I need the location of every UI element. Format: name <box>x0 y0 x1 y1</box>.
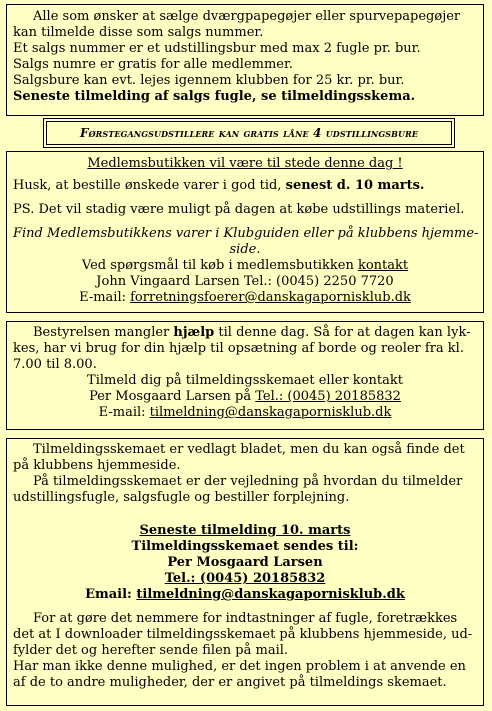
registration-text-line: udstillingsfugle, salgsfugle og bestiller forplejning. <box>13 490 350 505</box>
member-shop-heading: Medlemsbutikken vil være til stede denne dag ! <box>87 156 403 171</box>
registration-send-to: Tilmeldingsskemaet sendes til: <box>131 539 359 554</box>
first-time-exhibitor-banner <box>46 121 452 145</box>
shop-email-line <box>13 290 477 306</box>
registration-text-line: På tilmeldingsskemaet er der vejledning på hvordan du tilmelder <box>33 474 463 489</box>
member-shop-box <box>6 151 484 313</box>
sales-deadline: Seneste tilmelding af salgs fugle, se tilmeldingsskema. <box>13 89 416 104</box>
sales-text-line: Alle som ønsker at sælge dværgpapegøjer eller spurvepapegøjer <box>33 9 461 24</box>
email-label: E-mail: <box>98 405 150 420</box>
sales-text-line: Et salgs nummer er et udstillingsbur med max 2 fugle pr. bur. <box>13 41 421 56</box>
registration-form-box <box>6 438 484 706</box>
find-products-line: side. <box>229 242 261 257</box>
help-word: hjælp <box>173 325 215 340</box>
help-phone-link[interactable]: Tel.: (0045) 20185832 <box>255 389 401 404</box>
sales-info-box <box>6 4 484 116</box>
registration-deadline: Seneste tilmelding 10. marts <box>139 523 351 538</box>
contact-link[interactable]: kontakt <box>357 258 409 273</box>
registration-text-line: fylder det og herefter sende filen på mail. <box>13 643 289 658</box>
sales-text-line: Salgsbure kan evt. lejes igennem klubben for 25 kr. pr. bur. <box>13 73 405 88</box>
help-contact-name: Per Mosgaard Larsen på <box>89 389 256 404</box>
order-reminder <box>13 178 477 194</box>
shop-email-link[interactable]: forretningsfoerer@danskagapornisklub.dk <box>130 290 411 305</box>
shop-questions <box>13 258 477 274</box>
banner-initial: F <box>79 126 89 140</box>
help-text: til denne dag. Så for at dagen kan lyk- <box>214 325 471 340</box>
shop-questions-text: Ved spørgsmål til køb i medlemsbutikken <box>81 258 358 273</box>
ps-note: PS. Det vil stadig være muligt på dagen at købe udstillings materiel. <box>13 202 465 217</box>
help-text: Bestyrelsen mangler <box>33 325 174 340</box>
help-text-line: kes, har vi brug for din hjælp til opsætning af borde og reoler fra kl. <box>13 341 464 356</box>
registration-text-line: på klubbens hjemmeside. <box>13 458 181 473</box>
help-email-link[interactable]: tilmeldning@danskagapornisklub.dk <box>149 405 392 420</box>
find-products-line: Find Medlemsbutikkens varer i Klubguiden eller på klubbens hjemme- <box>13 226 479 241</box>
help-signup-line: Tilmeld dig på tilmeldingsskemaet eller kontakt <box>87 373 403 388</box>
shop-contact-person: John Vingaard Larsen Tel.: (0045) 2250 7720 <box>96 274 394 289</box>
find-products-note <box>13 226 477 258</box>
banner-text: ørstegangsudstillere kan gratis låne 4 udstillingsbure <box>88 126 419 140</box>
sales-text-line: Salgs numre er gratis for alle medlemmer. <box>13 57 293 72</box>
registration-text-line: af de to andre muligheder, der er angivet på tilmeldings skemaet. <box>13 675 447 690</box>
registration-email-line <box>13 587 477 603</box>
sales-text-line: kan tilmelde disse som salgs nummer. <box>13 25 264 40</box>
help-text-line: 7.00 til 8.00. <box>13 357 97 372</box>
registration-text-line: det at I downloader tilmeldingsskemaet på klubbens hjemmeside, ud- <box>13 627 473 642</box>
help-email-line <box>13 405 477 421</box>
registration-text-line: Tilmeldingsskemaet er vedlagt bladet, men du kan også finde det <box>33 442 465 457</box>
registration-contact-name: Per Mosgaard Larsen <box>167 555 323 570</box>
registration-text-line: For at gøre det nemmere for indtastninger af fugle, foretrækkes <box>33 611 458 626</box>
registration-text-line: Har man ikke denne mulighed, er det ingen problem i at anvende en <box>13 659 466 674</box>
registration-phone-link[interactable]: Tel.: (0045) 20185832 <box>164 571 326 586</box>
help-needed-box <box>6 321 484 430</box>
email-label: Email: <box>85 587 137 602</box>
help-text-line <box>13 325 477 341</box>
order-reminder-text: Husk, at bestille ønskede varer i god tid, <box>13 178 286 193</box>
order-deadline: senest d. 10 marts. <box>285 178 425 193</box>
email-label: E-mail: <box>79 290 131 305</box>
help-contact-line <box>13 389 477 405</box>
registration-email-link[interactable]: tilmeldning@danskagapornisklub.dk <box>136 587 405 602</box>
